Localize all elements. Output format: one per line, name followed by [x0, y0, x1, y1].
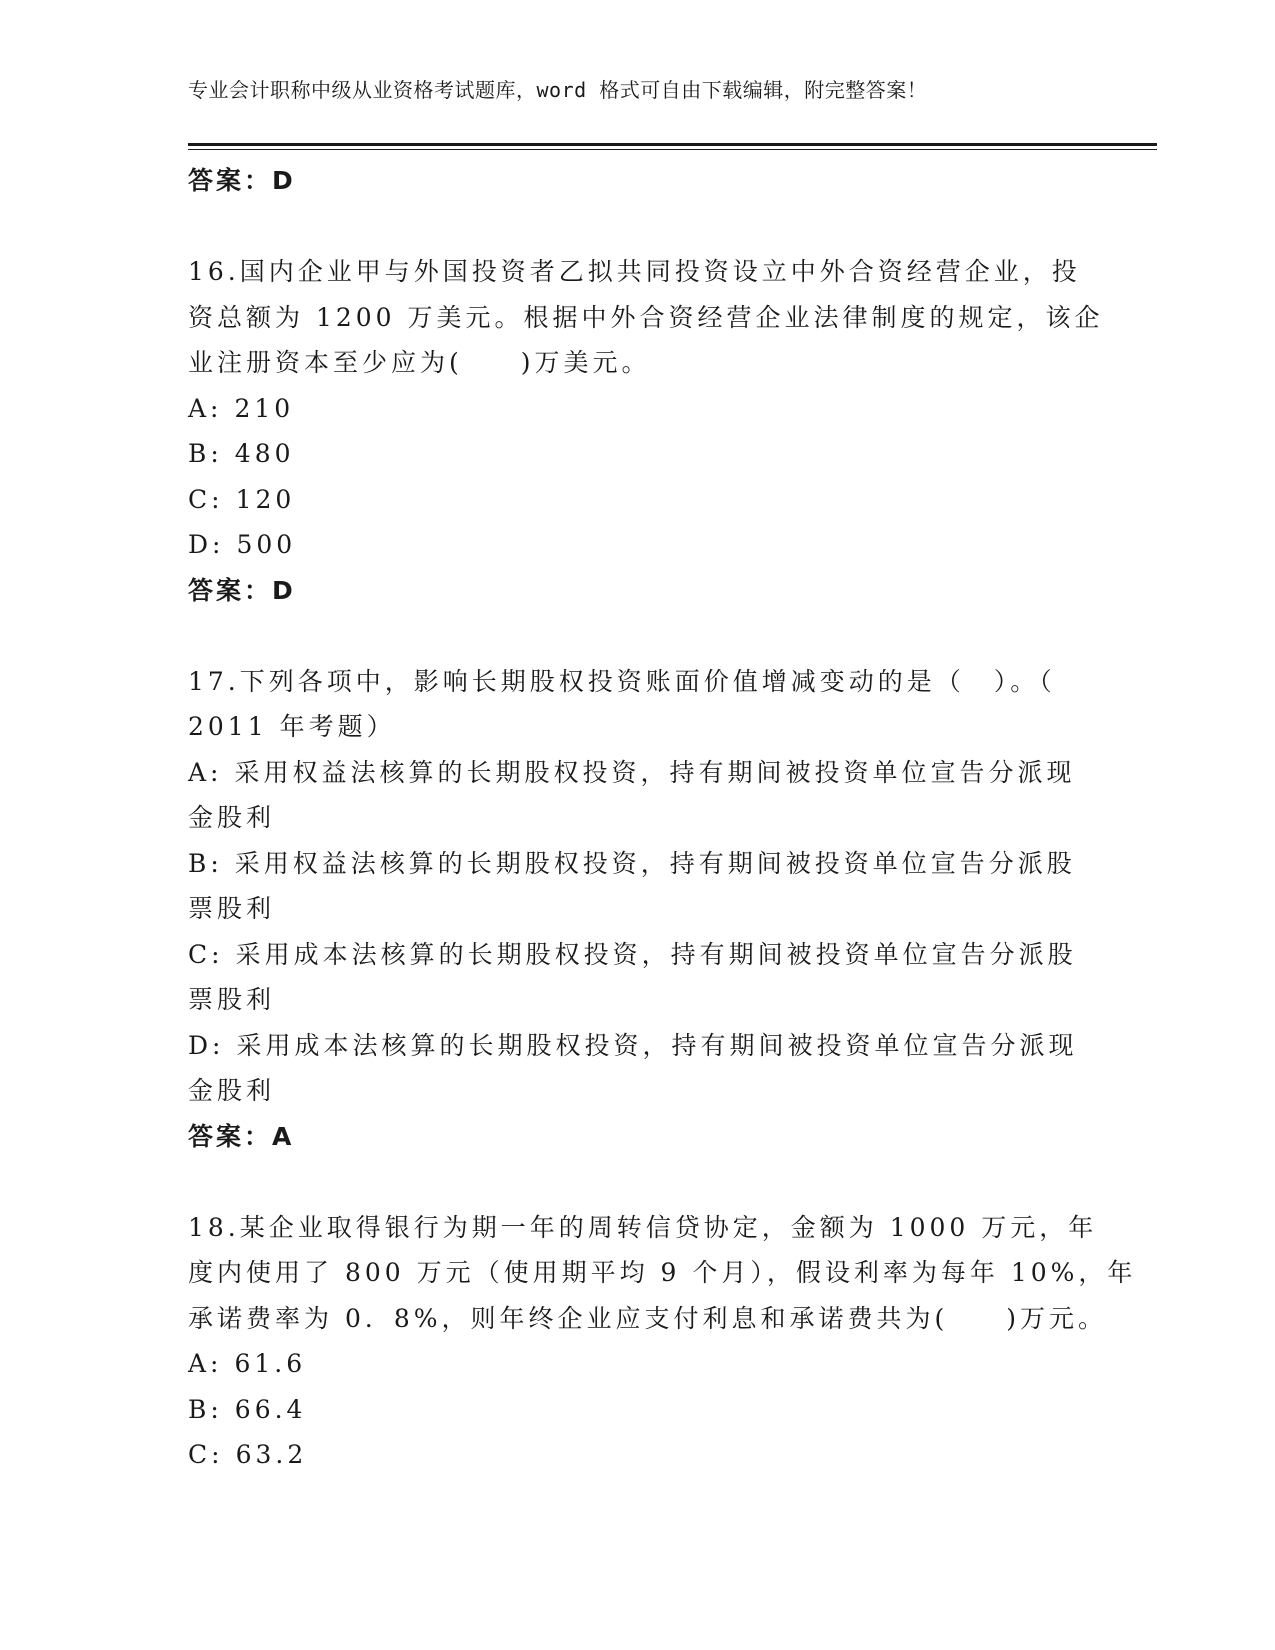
- option-b: [188, 1387, 1088, 1433]
- option-label: A:: [188, 1349, 223, 1378]
- option-text: 采用成本法核算的长期股权投资，持有期间被投资单位宣告分派现: [236, 1030, 1078, 1060]
- option-label: C:: [188, 939, 224, 969]
- option-b: [188, 431, 1088, 477]
- option-text: 210: [234, 393, 295, 423]
- option-label: A:: [188, 757, 223, 787]
- question-17: [188, 659, 1088, 1160]
- answer-16: 答案：D: [188, 575, 296, 605]
- option-label: B:: [188, 439, 223, 468]
- option-text: 61.6: [234, 1349, 307, 1378]
- header-rule-thick: [188, 143, 1157, 146]
- option-text: 480: [234, 439, 295, 468]
- option-label: A:: [188, 393, 223, 423]
- spacer: [188, 613, 1088, 659]
- option-text: 63.2: [235, 1440, 308, 1469]
- option-c: [188, 932, 1088, 978]
- option-c: [188, 1432, 1088, 1478]
- spacer: [188, 1159, 1088, 1205]
- option-text: 66.4: [234, 1394, 307, 1424]
- question-18: [188, 1205, 1137, 1478]
- question-18-line-1: 18.某企业取得银行为期一年的周转信贷协定，金额为 1000 万元，年: [188, 1212, 1098, 1242]
- document-body: [188, 158, 1137, 1478]
- header-rule-thin: [188, 149, 1157, 150]
- option-text: 采用权益法核算的长期股权投资，持有期间被投资单位宣告分派股: [234, 848, 1076, 878]
- option-label: B:: [188, 848, 223, 878]
- option-text: 500: [236, 530, 297, 559]
- option-label: D:: [188, 1030, 225, 1060]
- answer-17: 答案：A: [188, 1121, 295, 1151]
- option-label: D:: [188, 530, 225, 559]
- option-d-continued: 金股利: [188, 1076, 276, 1105]
- option-d: [188, 522, 1088, 568]
- question-16-line-1: 16.国内企业甲与外国投资者乙拟共同投资设立中外合资经营企业，投: [188, 257, 1081, 286]
- option-a: [188, 750, 1088, 796]
- question-17-line-2: 2011 年考题）: [188, 712, 396, 741]
- option-label: B:: [188, 1394, 223, 1424]
- option-b-continued: 票股利: [188, 894, 276, 923]
- question-18-line-2: 度内使用了 800 万元（使用期平均 9 个月），假设利率为每年 10%，年: [188, 1258, 1137, 1287]
- option-a-continued: 金股利: [188, 803, 276, 832]
- option-label: C:: [188, 1440, 224, 1469]
- option-d: [188, 1023, 1088, 1069]
- page-header: 专业会计职称中级从业资格考试题库，word 格式可自由下载编辑，附完整答案！: [188, 78, 928, 102]
- option-b: [188, 841, 1088, 887]
- option-label: C:: [188, 484, 224, 514]
- option-a: [188, 386, 1088, 432]
- question-16: [188, 249, 1104, 613]
- option-text: 采用成本法核算的长期股权投资，持有期间被投资单位宣告分派股: [235, 939, 1077, 969]
- option-text: 采用权益法核算的长期股权投资，持有期间被投资单位宣告分派现: [234, 757, 1076, 787]
- spacer: [188, 204, 1088, 250]
- option-a: [188, 1341, 1088, 1387]
- option-c-continued: 票股利: [188, 985, 276, 1014]
- option-text: 120: [235, 484, 296, 514]
- question-17-line-1: 17.下列各项中，影响长期股权投资账面价值增减变动的是（ ）。（: [188, 666, 1056, 696]
- question-18-line-3: 承诺费率为 0．8%，则年终企业应支付利息和承诺费共为( )万元。: [188, 1303, 1108, 1333]
- question-16-line-3: 业注册资本至少应为( )万美元。: [188, 348, 651, 377]
- answer-previous: 答案：D: [188, 166, 296, 195]
- question-16-line-2: 资总额为 1200 万美元。根据中外合资经营企业法律制度的规定，该企: [188, 302, 1104, 332]
- option-c: [188, 477, 1088, 523]
